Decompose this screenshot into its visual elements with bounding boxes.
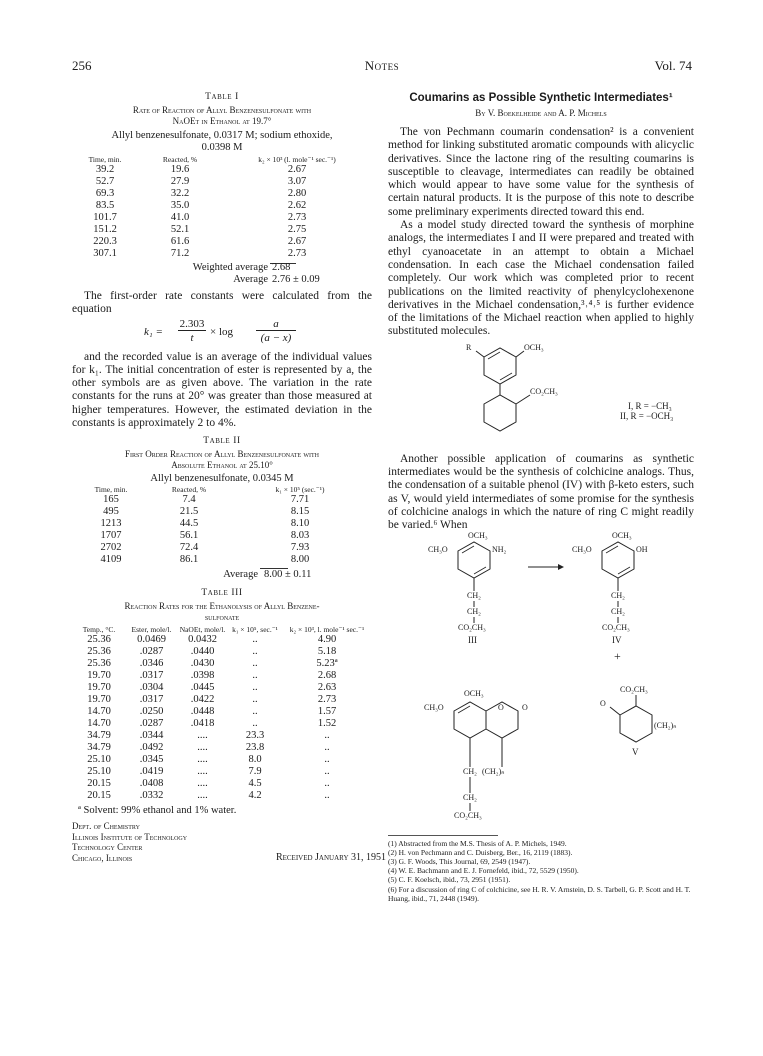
table-row: [72, 518, 372, 530]
table-cell: 2.73: [287, 212, 307, 223]
table-1-title-line1: Rate of Reaction of Allyl Benzenesulfonate with: [132, 105, 312, 115]
table-cell: 5.23ª: [316, 658, 338, 670]
table-cell: 61.6: [170, 236, 190, 247]
table-2-conditions: Allyl benzenesulfonate, 0.0345 M: [150, 473, 294, 485]
table-row: [72, 200, 372, 212]
table-3-label: Table III: [201, 588, 243, 599]
footnote-rule: [388, 835, 498, 836]
table-cell: .0492: [139, 742, 164, 754]
s5-o: O: [600, 698, 606, 708]
table-row: [72, 754, 372, 766]
table-cell: 2.67: [287, 164, 307, 175]
table-row: [72, 766, 372, 778]
table-cell: 25.36: [87, 658, 111, 670]
table-cell: .0332: [139, 790, 164, 802]
s5-ch2n: (CH₂)ₙ: [654, 720, 677, 730]
table-3-title-line2: sulfonate: [204, 612, 240, 623]
table-cell: .0422: [190, 694, 215, 706]
table-cell: ..: [324, 754, 330, 766]
s4-co2ch3: CO₂CH₃: [602, 622, 630, 632]
table-1-label: Table I: [205, 92, 239, 102]
table-cell: 7.4: [182, 494, 196, 506]
table-cell: 25.36: [87, 634, 111, 646]
running-header: [72, 58, 692, 76]
table-cell: 8.0: [248, 754, 262, 766]
table-cell: 86.1: [179, 554, 199, 566]
table-cell: 56.1: [179, 530, 199, 542]
s3-och3: OCH₃: [468, 530, 488, 540]
s6-ch3o: CH₃O: [424, 702, 444, 712]
table-cell: 25.36: [87, 646, 111, 658]
table-cell: 307.1: [93, 248, 117, 259]
table-cell: .0346: [139, 658, 164, 670]
volume-label: Vol. 74: [654, 58, 692, 73]
table-cell: 71.2: [170, 248, 190, 259]
footnote-item: (4) W. E. Bachmann and E. J. Fornefeld, ibid., 72, 5529 (1950).: [388, 866, 579, 876]
average-value: 2.76 ± 0.09: [272, 274, 320, 285]
table-row: [72, 790, 372, 802]
table-header: Reacted, %: [171, 485, 207, 495]
table-2-title-line2: Absolute Ethanol at 25.10°: [171, 460, 273, 471]
table-cell: 23.3: [245, 730, 265, 742]
table-cell: 1213: [100, 518, 122, 530]
equation-numerator: 2.303: [179, 317, 205, 330]
table-2-body: [72, 494, 372, 566]
table-row: [72, 164, 372, 176]
table-cell: 495: [103, 506, 119, 518]
compound-label-iv: IV: [612, 634, 622, 645]
structure-scheme: [388, 530, 694, 831]
received-date: Received January 31, 1951: [275, 851, 386, 863]
affiliation-line: Dept. of Chemistry: [72, 821, 140, 832]
table-3-title-line1: Reaction Rates for the Ethanolysis of Allyl Benzene-: [124, 601, 320, 612]
table-cell: ....: [197, 766, 208, 778]
plus-sign: +: [614, 648, 621, 663]
footnote-item: (3) G. F. Woods, This Journal, 69, 2549 (1947).: [388, 856, 531, 866]
body-paragraph: As a model study directed toward the synthesis of morphine analogs, the intermediates I and II were prepared and treated with ethyl cyanoacetate in an attempt to obtain a Michael condensation. In each case the Michael condensation failed completely. Our work which was completed prior to recent publications on the limited reactivity of phenylcyclohexenone derivatives in the Michael condensation,³˒⁴˒⁵ is further evidence of the limitations of the Michael reaction when applied to highly substituted molecules.: [388, 219, 694, 338]
table-cell: 52.7: [95, 176, 115, 187]
s6-co2ch3: CO₂CH₃: [454, 810, 482, 820]
table-cell: ....: [197, 730, 208, 742]
table-header: Time, min.: [88, 155, 122, 164]
equation-frac-num: a: [256, 318, 296, 331]
table-cell: 52.1: [170, 224, 190, 235]
table-cell: 14.70: [87, 706, 111, 718]
s6-ring-o: O: [498, 702, 504, 712]
table-cell: 2702: [100, 542, 122, 554]
table-cell: ..: [324, 742, 330, 754]
table-cell: .0448: [190, 706, 215, 718]
table-row: [72, 694, 372, 706]
table-row: [72, 634, 372, 646]
affiliation-line: Chicago, Illinois: [72, 852, 133, 863]
affiliation-line: Technology Center: [72, 842, 143, 853]
table-row: [72, 554, 372, 566]
table-cell: .0430: [190, 658, 215, 670]
table-2-label: Table II: [203, 436, 241, 447]
table-cell: 2.73: [317, 694, 337, 706]
s4-ch2b: CH₂: [611, 606, 625, 616]
table-cell: .0408: [139, 778, 164, 790]
footnote-item: (2) H. von Pechmann and C. Duisberg, Ber., 16, 2119 (1883).: [388, 847, 573, 857]
table-cell: .0287: [139, 646, 164, 658]
table-cell: 4109: [100, 554, 122, 566]
table-1-conditions-line2: 0.0398 M: [201, 142, 243, 153]
table-cell: 151.2: [93, 224, 117, 235]
table-cell: 2.80: [287, 188, 307, 199]
weighted-average-value: 2.68: [272, 262, 291, 273]
table-header: Reacted, %: [162, 155, 198, 164]
table-cell: 21.5: [179, 506, 199, 518]
table-cell: 35.0: [170, 200, 190, 211]
table-header: k₂ × 10³, l. mole⁻¹ sec.⁻¹: [289, 625, 365, 635]
table-cell: ..: [324, 790, 330, 802]
table-header: NaOEt, mole/l.: [179, 625, 226, 635]
table-cell: 5.18: [317, 646, 337, 658]
table-cell: .0419: [139, 766, 164, 778]
s3-nh2: NH₂: [492, 544, 507, 554]
table-cell: 8.10: [290, 518, 310, 530]
table-cell: ..: [324, 730, 330, 742]
table-2-average: [72, 566, 372, 582]
equation-log: × log: [210, 325, 234, 338]
substituent-och3: OCH₃: [524, 342, 544, 352]
table-cell: 4.2: [248, 790, 262, 802]
table-cell: ..: [252, 694, 258, 706]
table-cell: 19.6: [170, 164, 190, 175]
table-row: [72, 646, 372, 658]
table-cell: 27.9: [170, 176, 190, 187]
table-cell: 34.79: [87, 742, 111, 754]
s3-ch2b: CH₂: [467, 606, 481, 616]
s4-ch2a: CH₂: [611, 590, 625, 600]
right-column: [388, 92, 694, 903]
article-authors: By V. Boekelheide and A. P. Michels: [475, 108, 607, 118]
table-2-title-line1: First Order Reaction of Allyl Benzenesulfonate with: [124, 449, 320, 460]
affiliation-block: [72, 821, 386, 863]
footnote-item: (5) C. F. Koelsch, ibid., 73, 2951 (1951).: [388, 875, 511, 885]
table-3-footnote: ª Solvent: 99% ethanol and 1% water.: [78, 805, 237, 817]
table-cell: .0317: [139, 694, 164, 706]
average-label: Average: [223, 569, 258, 581]
table-1: [72, 92, 372, 286]
table-cell: 41.0: [170, 212, 190, 223]
s3-co2ch3: CO₂CH₃: [458, 622, 486, 632]
table-cell: .0287: [139, 718, 164, 730]
s3-ch2a: CH₂: [467, 590, 481, 600]
table-cell: ....: [197, 742, 208, 754]
table-header: k₂ × 10³ (l. mole⁻¹ sec.⁻¹): [258, 155, 336, 164]
table-cell: 20.15: [87, 778, 111, 790]
table-cell: .0304: [139, 682, 164, 694]
table-cell: 83.5: [95, 200, 115, 211]
table-cell: 101.7: [93, 212, 117, 223]
table-cell: .0440: [190, 646, 215, 658]
table-cell: 8.00: [290, 554, 310, 566]
table-cell: 2.63: [317, 682, 337, 694]
table-2-grid: [72, 485, 372, 566]
table-cell: ....: [197, 778, 208, 790]
table-row: [72, 248, 372, 260]
table-row: [72, 176, 372, 188]
table-cell: 2.67: [287, 236, 307, 247]
table-cell: ..: [252, 682, 258, 694]
table-cell: 3.07: [287, 176, 307, 187]
table-1-body: [72, 164, 372, 260]
table-row: [72, 658, 372, 670]
table-row: [72, 542, 372, 554]
s4-och3: OCH₃: [612, 530, 632, 540]
structure-i-ii: [388, 343, 694, 445]
compound-label-v: V: [632, 746, 639, 757]
table-cell: 1707: [100, 530, 122, 542]
table-cell: ..: [252, 718, 258, 730]
table-cell: 32.2: [170, 188, 190, 199]
structure-scheme-drawing: [388, 535, 694, 831]
footnote-item: (1) Abstracted from the M.S. Thesis of A. P. Michels, 1949.: [388, 838, 567, 848]
footnote-item: (6) For a discussion of ring C of colchicine, see H. R. V. Arnstein, D. S. Tarbell, G. P. Scott and H. T. Huang, ibid., 71, 2448 (1949).: [388, 884, 691, 903]
table-cell: 7.93: [290, 542, 310, 554]
table-cell: 19.70: [87, 694, 111, 706]
table-cell: 8.15: [290, 506, 310, 518]
body-paragraph: and the recorded value is an average of the individual values for k₁. The initial concentration of ester is represented by a, the other symbols are as given above. The variation in the rate constants for the runs at 20° was greater than those measured at higher temperatures. However, the estimated deviation in the constants is approximately 2 to 4%.: [72, 350, 372, 430]
substituent-co2ch3: CO₂CH₃: [530, 386, 558, 396]
table-cell: .0398: [190, 670, 215, 682]
table-header: Ester, mole/l.: [131, 625, 172, 635]
compound-label-ii: II, R = −OCH₃: [620, 410, 674, 421]
table-cell: 25.10: [87, 754, 111, 766]
table-cell: 2.73: [287, 248, 307, 259]
table-cell: .0250: [139, 706, 164, 718]
table-cell: .0445: [190, 682, 215, 694]
equation-lhs: k₁ =: [144, 325, 163, 338]
table-cell: ..: [252, 706, 258, 718]
table-1-title-line2: NaOEt in Ethanol at 19.7°: [172, 116, 272, 126]
table-cell: ..: [252, 670, 258, 682]
table-3-grid: [72, 625, 372, 802]
table-cell: 4.5: [248, 778, 262, 790]
table-row: [72, 494, 372, 506]
table-cell: .0418: [190, 718, 215, 730]
table-row: [72, 778, 372, 790]
table-cell: 20.15: [87, 790, 111, 802]
table-row: [72, 236, 372, 248]
table-row: [72, 188, 372, 200]
table-cell: .0344: [139, 730, 164, 742]
table-cell: 7.71: [290, 494, 310, 506]
table-cell: 14.70: [87, 718, 111, 730]
table-3: [72, 588, 372, 817]
body-paragraph: Another possible application of coumarins as synthetic intermediates would be the synthesis of colchicine analogs. Thus, the condensation of a suitable phenol (IV) with β-keto esters, such as V, would yield intermediates of some promise for the synthesis of colchicine analogs in which the nature of ring C might readily be varied.⁶ When: [388, 452, 694, 532]
table-cell: 7.9: [248, 766, 262, 778]
table-header: k₁ × 10⁵, sec.⁻¹: [232, 625, 278, 635]
equation-denominator: t: [190, 331, 194, 344]
table-row: [72, 224, 372, 236]
body-paragraph: The first-order rate constants were calculated from the equation: [72, 290, 372, 316]
table-cell: 1.52: [317, 718, 337, 730]
section-title: Notes: [364, 58, 400, 73]
table-cell: 8.03: [290, 530, 310, 542]
table-cell: 2.75: [287, 224, 307, 235]
table-cell: 0.0469: [137, 634, 166, 646]
table-cell: 34.79: [87, 730, 111, 742]
s6-ch2b: CH₂: [463, 792, 477, 802]
table-row: [72, 730, 372, 742]
affiliation-line: Illinois Institute of Technology: [72, 831, 188, 842]
s4-ch3o: CH₃O: [572, 544, 592, 554]
table-row: [72, 706, 372, 718]
table-cell: 23.8: [245, 742, 265, 754]
table-cell: ..: [324, 766, 330, 778]
table-cell: ..: [252, 634, 258, 646]
rate-equation: [72, 317, 372, 349]
table-cell: 1.57: [317, 706, 337, 718]
table-cell: 220.3: [93, 236, 117, 247]
s6-carbonyl-o: O: [522, 702, 528, 712]
compound-label-i: I, R = −CH₃: [628, 400, 672, 411]
table-1-conditions-line1: Allyl benzenesulfonate, 0.0317 M; sodium ethoxide,: [111, 130, 333, 141]
substituent-r: R: [466, 342, 472, 352]
equation-frac-den: (a − x): [260, 331, 292, 344]
table-cell: 0.0432: [188, 634, 217, 646]
compound-label-iii: III: [468, 634, 477, 645]
table-1-grid: [72, 155, 372, 260]
table-cell: 165: [103, 494, 119, 506]
table-cell: 72.4: [179, 542, 199, 554]
table-cell: ..: [252, 646, 258, 658]
page-number: 256: [72, 58, 92, 73]
table-cell: 39.2: [95, 164, 115, 175]
table-cell: 69.3: [95, 188, 115, 199]
table-row: [72, 506, 372, 518]
table-cell: ..: [324, 778, 330, 790]
average-label: Average: [233, 274, 268, 285]
table-cell: ..: [252, 658, 258, 670]
average-value: 8.00 ± 0.11: [264, 569, 312, 581]
s5-co2ch3: CO₂CH₃: [620, 684, 648, 694]
table-row: [72, 670, 372, 682]
s6-ch2n: (CH₂)ₙ: [482, 766, 505, 776]
table-cell: 19.70: [87, 682, 111, 694]
table-1-averages: [72, 260, 372, 286]
table-header: k₁ × 10⁵ (sec.⁻¹): [275, 485, 325, 495]
table-cell: 25.10: [87, 766, 111, 778]
table-row: [72, 742, 372, 754]
s6-ch2: CH₂: [463, 766, 477, 776]
weighted-average-label: Weighted average: [192, 262, 268, 273]
table-row: [72, 530, 372, 542]
table-row: [72, 682, 372, 694]
table-cell: 2.62: [287, 200, 307, 211]
table-header: Temp., °C.: [82, 625, 116, 635]
body-paragraph: The von Pechmann coumarin condensation² is a convenient method for linking substituted aromatic compounds with alicyclic derivatives. Since the lactone ring of the resulting coumarins is susceptible to cleavage, intermediates can readily be obtained which would appear to have some value for the synthesis of certain natural products. It is the purpose of this note to describe some preliminary experiments directed toward this end.: [388, 126, 694, 218]
table-2: [72, 436, 372, 582]
table-3-body: [72, 634, 372, 802]
s6-och3: OCH₃: [464, 688, 484, 698]
table-header: Time, min.: [94, 485, 128, 495]
s4-oh: OH: [636, 544, 648, 554]
table-cell: ....: [197, 754, 208, 766]
table-row: [72, 718, 372, 730]
article-title: Coumarins as Possible Synthetic Intermediates¹: [409, 92, 673, 104]
s3-ch3o: CH₃O: [428, 544, 448, 554]
table-cell: 44.5: [179, 518, 199, 530]
footnotes: [388, 839, 694, 903]
left-column: [72, 92, 386, 863]
table-cell: 4.90: [317, 634, 337, 646]
table-cell: 2.68: [317, 670, 337, 682]
table-cell: 19.70: [87, 670, 111, 682]
table-cell: .0317: [139, 670, 164, 682]
table-cell: ....: [197, 790, 208, 802]
table-cell: .0345: [139, 754, 164, 766]
table-row: [72, 212, 372, 224]
